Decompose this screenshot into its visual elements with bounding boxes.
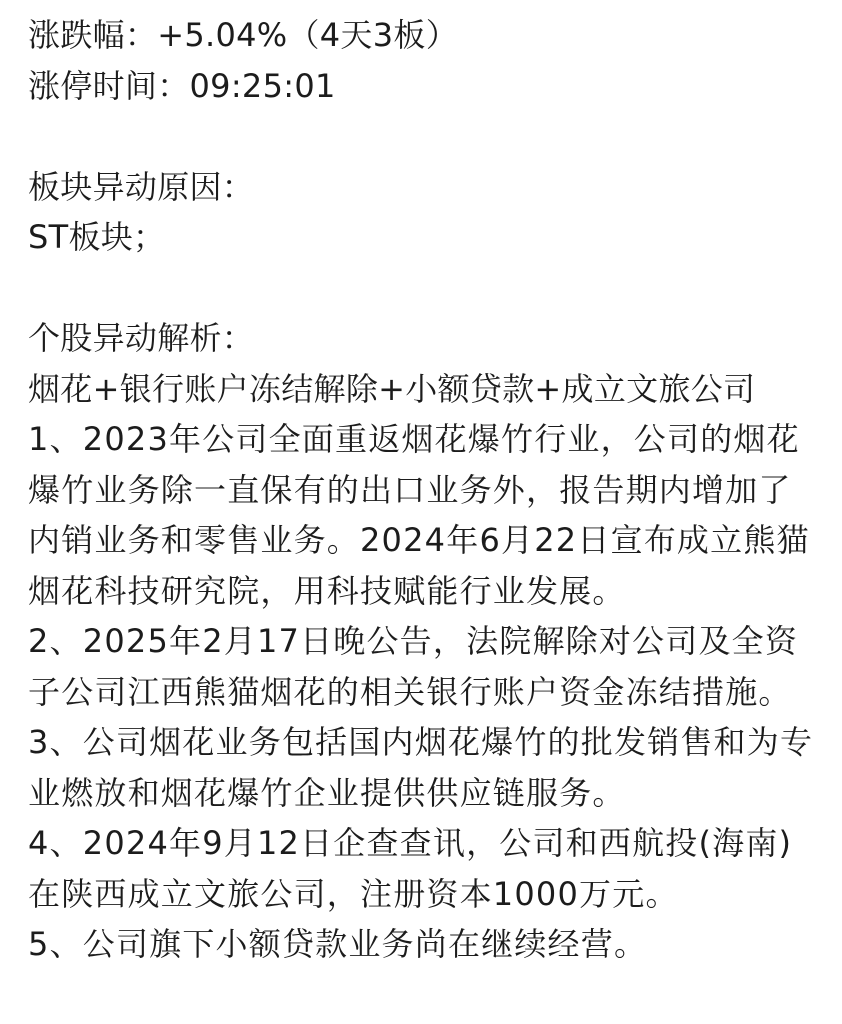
spacer <box>28 263 818 314</box>
analysis-point-4: 4、2024年9月12日企查查讯，公司和西航投(海南)在陕西成立文旅公司，注册资本1000万元。 <box>28 824 793 913</box>
sector-value: ST板块； <box>28 218 166 256</box>
analysis-summary: 烟花+银行账户冻结解除+小额贷款+成立文旅公司 <box>28 369 756 408</box>
spacer <box>28 111 818 162</box>
stock-note-document <box>28 10 818 970</box>
limit-up-time-value: 09:25:01 <box>189 66 336 105</box>
analysis-point-5: 5、公司旗下小额贷款业务尚在继续经营。 <box>28 925 648 963</box>
analysis-point-2: 2、2025年2月17日晚公告，法院解除对公司及全资子公司江西熊猫烟花的相关银行账户资金冻结措施。 <box>28 622 799 711</box>
limit-up-time-line <box>28 61 818 112</box>
price-change-label: 涨跌幅： <box>28 16 158 54</box>
price-change-value: +5.04%（4天3板） <box>157 16 458 54</box>
analysis-point-3: 3、公司烟花业务包括国内烟花爆竹的批发销售和为专业燃放和烟花爆竹企业提供供应链服务。 <box>28 723 814 812</box>
sector-heading: 板块异动原因： <box>28 167 255 206</box>
limit-up-time-label: 涨停时间： <box>28 66 190 105</box>
analysis-point-1: 1、2023年公司全面重返烟花爆竹行业，公司的烟花爆竹业务除一直保有的出口业务外，报告期内增加了内销业务和零售业务。2024年6月22日宣布成立熊猫烟花科技研究院，用科技赋能行业发展。 <box>28 420 810 610</box>
price-change-line <box>28 10 818 61</box>
analysis-heading: 个股异动解析： <box>28 319 255 357</box>
